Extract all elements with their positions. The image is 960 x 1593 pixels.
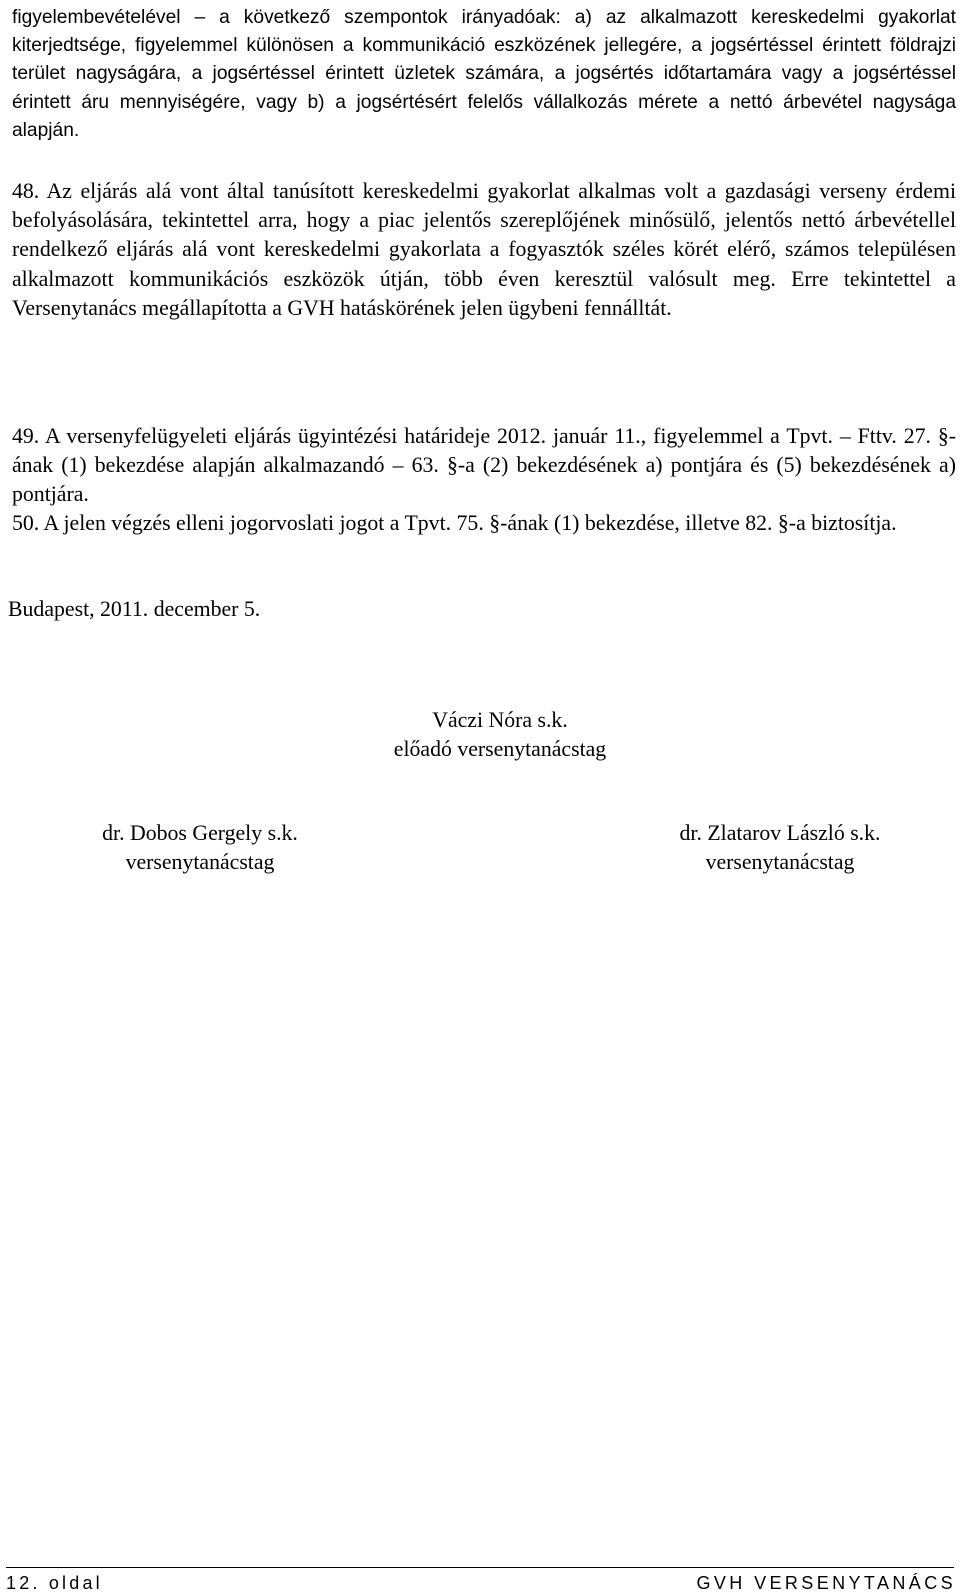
paragraph-49: 49. A versenyfelügyeleti eljárás ügyintézési határideje 2012. január 11., figyelemmel a Tpvt. – Fttv. 27. §-ának (1) bekezdése alapján alkalmazandó – 63. §-a (2) bekezdésének a) pontjára és (5) bekezdésének a) pontjára. bbox=[12, 424, 956, 507]
footer-divider bbox=[6, 1567, 954, 1568]
paragraph-intro: figyelembevételével – a következő szempontok irányadóak: a) az alkalmazott kereskedelmi gyakorlat kiterjedtsége, figyelemmel különösen a kommunikáció eszközének jellegére, a jogsértéssel érintett földrajzi terület nagyságára, a jogsértéssel érintett üzletek számára, a jogsértés időtartamára vagy a jogsértéssel érintett áru mennyiségére, vagy b) a jogsértésért felelős vállalkozás mérete a nettó árbevétel nagysága alapján. bbox=[12, 7, 956, 141]
signature-name: Váczi Nóra s.k. bbox=[432, 708, 568, 732]
signature-name: dr. Zlatarov László s.k. bbox=[679, 821, 881, 845]
footer-organization: GVH VERSENYTANÁCS bbox=[696, 1573, 956, 1593]
paragraph-50: 50. A jelen végzés elleni jogorvoslati jogot a Tpvt. 75. §-ának (1) bekezdése, illetve 82. §-a biztosítja. bbox=[12, 511, 897, 535]
signature-presiding bbox=[330, 706, 670, 764]
paragraph-48: 48. Az eljárás alá vont által tanúsított kereskedelmi gyakorlat alkalmas volt a gazdasági verseny érdemi befolyásolására, tekintettel arra, hogy a piac jelentős szereplőjének minősülő, jelentős nettó árbevétellel rendelkező eljárás alá vont kereskedelmi gyakorlata a fogyasztók széles körét elérő, számos településen alkalmazott kommunikációs eszközök útján, több éven keresztül valósult meg. Erre tekintettel a Versenytanács megállapította a GVH hatáskörének jelen ügybeni fennálltát. bbox=[12, 179, 956, 320]
signature-name: dr. Dobos Gergely s.k. bbox=[102, 821, 298, 845]
footer-page-number: 12. oldal bbox=[6, 1573, 103, 1593]
signature-role: előadó versenytanácstag bbox=[393, 736, 607, 761]
signature-left bbox=[50, 819, 350, 877]
place-and-date: Budapest, 2011. december 5. bbox=[8, 597, 261, 621]
signature-role: versenytanácstag bbox=[705, 849, 855, 874]
signature-right bbox=[630, 819, 930, 877]
signature-role: versenytanácstag bbox=[125, 849, 275, 874]
